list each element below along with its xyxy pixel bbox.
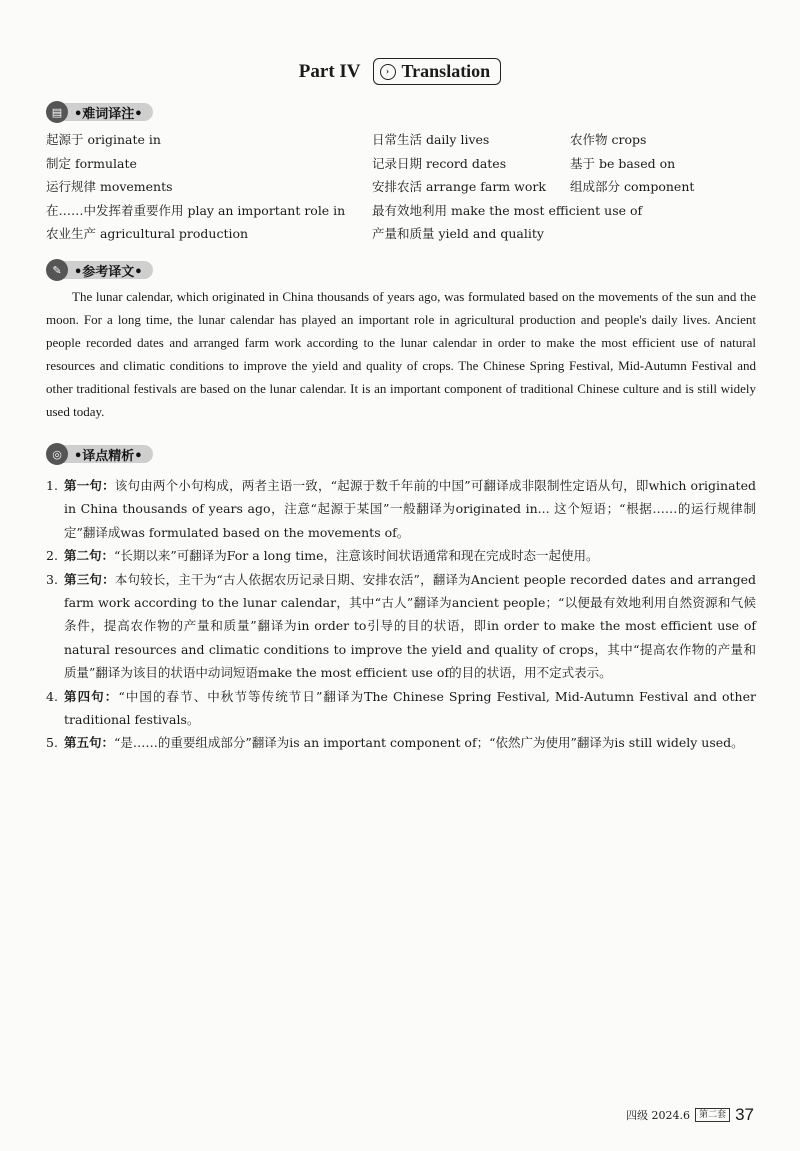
analysis-item [46,685,756,732]
reference-translation: The lunar calendar, which originated in China thousands of years ago, was formulated based on the movements of the sun and the moon. For a long time, the lunar calendar has played an important role in agricultural production and people's daily lives. Ancient people recorded dates and arranged farm work according to the lunar calendar in order to make the most efficient use of natural resources and climatic conditions to improve the yield and quality of crops. The Chinese Spring Festival, Mid-Autumn Festival and other traditional festivals are based on the lunar calendar. It is an important component of traditional Chinese culture and is still widely used today. [46,289,756,419]
vocab-item: 在……中发挥着重要作用 play an important role in [46,202,346,218]
section-header-vocab [46,101,153,123]
vocab-column-3 [570,128,694,199]
section-header-reference-label: •参考译文• [62,261,153,279]
analysis-lead: 第三句： [64,571,115,587]
analysis-text: “中国的春节、中秋节等传统节日”翻译为The Chinese Spring Festival, Mid-Autumn Festival and other traditional festivals。 [64,688,756,728]
vocab-item: 运行规律 movements [46,179,173,194]
section-header-analysis-label: •译点精析• [62,445,153,463]
vocab-item: 产量和质量 yield and quality [372,226,544,241]
analysis-item [46,568,756,685]
analysis-number: 2. [46,548,58,564]
vocab-item: 记录日期 record dates [372,155,507,171]
page-title [0,58,800,85]
analysis-number: 1. [46,478,58,493]
vocab-item: 基于 be based on [570,155,676,171]
analysis-lead: 第一句： [64,478,115,493]
analysis-number: 5. [46,735,58,751]
analysis-text: “长期以来”可翻译为For a long time，注意该时间状语通常和现在完成时态一起使用。 [114,548,599,564]
analysis-item [46,731,756,754]
page-footer [626,1105,754,1125]
vocab-item: 农作物 crops [570,132,647,147]
vocab-item: 制定 formulate [46,155,137,171]
magnifier-icon: ◎ [46,443,68,465]
analysis-item [46,474,756,544]
vocab-item: 安排农活 arrange farm work [372,179,546,194]
analysis-number: 4. [46,688,58,704]
analysis-lead: 第五句： [64,735,115,751]
analysis-list [46,474,756,755]
analysis-lead: 第四句： [64,688,119,704]
vocab-item: 日常生活 daily lives [372,132,490,147]
analysis-text: 该句由两个小句构成，两者主语一致，“起源于数千年前的中国”可翻译成非限制性定语从句，即which originated in China thousands of years ago，注意“起源于某国”一般翻译为originated in... 这个短语；“根据……的运行规律制定”翻译成was formulated based on the movements of。 [64,478,756,540]
page-number: 37 [735,1105,754,1124]
section-title-box [373,58,502,85]
section-header-reference [46,259,153,281]
vocab-item: 最有效地利用 make the most efficient use of [372,202,643,218]
section-header-vocab-label: •难词译注• [62,103,153,121]
analysis-text: 本句较长，主干为“古人依据农历记录日期、安排农活”，翻译为Ancient people recorded dates and arranged farm work according to the lunar calendar，其中“古人”翻译为ancient people；“以便最有效地利用自然资源和气候条件，提高农作物的产量和质量”翻译为in order to引导的目的状语，即in order to make the most efficient use of natural resources and climatic conditions to improve the yield and quality of crops，其中“提高农作物的产量和质量”翻译为该目的状语中动词短语make the most efficient use of的目的状语，用不定式表示。 [64,571,756,681]
analysis-number: 3. [46,571,58,587]
vocab-item: 组成部分 component [570,179,695,194]
analysis-lead: 第二句： [64,548,115,564]
document-icon: ✎ [46,259,68,281]
arrow-circle-icon: › [380,64,396,80]
vocab-item: 农业生产 agricultural production [46,226,249,241]
vocab-item: 起源于 originate in [46,132,161,147]
book-icon: ▤ [46,101,68,123]
section-header-analysis [46,443,153,465]
part-label: Part IV [298,60,361,82]
vocab-column-1 [46,128,345,246]
analysis-item [46,544,756,567]
set-tag: 第二套 [695,1108,730,1122]
analysis-text: “是……的重要组成部分”翻译为is an important component of；“依然广为使用”翻译为is still widely used。 [114,735,744,751]
section-title: Translation [401,61,491,81]
issue-label: 四级 2024.6 [626,1109,691,1122]
